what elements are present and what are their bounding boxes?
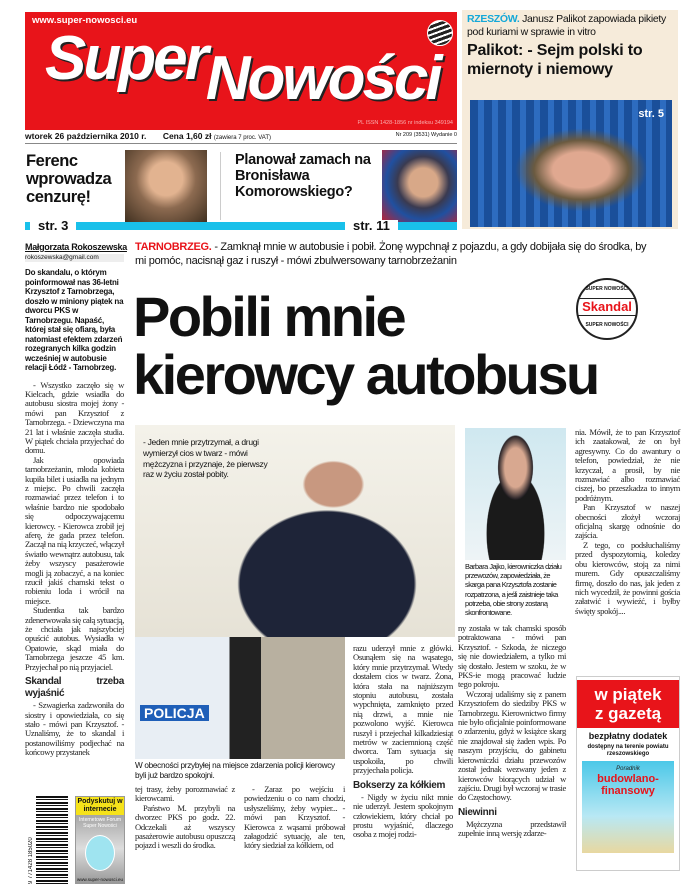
main-headline	[133, 285, 633, 406]
police-label: POLICJA	[140, 705, 209, 721]
divider	[220, 152, 221, 220]
stamp-bottom: SUPER NOWOŚCI	[585, 322, 629, 328]
forum-promo[interactable]	[75, 796, 125, 884]
main-photo	[135, 425, 455, 637]
teaser-ferenc[interactable]	[25, 150, 220, 222]
photo-caption: Barbara Jajko, kierowniczka działu przewozów, zapowiedziała, że skarga pana Krzysztofa zostanie rozpatrzona, a jeśli zaistnieje taka potrzeba, obie strony zostaną skonfrontowane.	[465, 562, 562, 618]
ad-insert: budowlano-finansowy	[597, 773, 659, 797]
kicker: TARNOBRZEG.	[135, 241, 212, 253]
jajko-photo	[465, 428, 566, 560]
mouse-icon	[85, 835, 115, 871]
logo-part2: Nowości	[205, 44, 440, 113]
advertisement[interactable]	[576, 676, 680, 871]
barcode	[30, 796, 68, 884]
teaser-headline: Palikot: - Sejm polski to miernoty i niemowy	[467, 42, 643, 78]
date: wtorek 26 października 2010 r.	[25, 131, 147, 141]
promo-url: www.super-nowosci.eu	[76, 877, 124, 882]
lead: Janusz Palikot zapowiada pikiety pod kuriami w sprawie in vitro	[467, 13, 666, 38]
subheading: Niewinni	[458, 806, 497, 818]
paragraph: - Szwagierka zadzwoniła do siostry i opowiedziała, co się stało - mówi pan Krzysztof. - Uznaliśmy, że to skandal i postanowiliśmy podjechać na końcowy przystanek	[25, 700, 124, 758]
promo-sub: Internetowe Forum Super Nowości	[79, 817, 121, 829]
paragraph: - Nigdy w życiu nikt mnie nie uderzył. Jestem spokojnym człowiekiem, który chciał po prostu wyjaśnić, dlaczego osoba z mojej rodzi-	[353, 791, 453, 840]
article-col-b1	[135, 785, 235, 851]
article-col-d	[458, 624, 566, 839]
ad-line: bezpłatny dodatek	[588, 731, 668, 741]
paragraph: Państwo M. przybyli na dworzec PKS po godz. 22. Odczekali aż wszyscy pasażerowie autobusu opuszczą pojazd i weszli do środka.	[135, 802, 235, 851]
globe-icon	[427, 20, 453, 46]
photo-quote: - Jeden mnie przytrzymał, a drugi wymierzył cios w twarz - mówi mężczyzna i przyznaje, że pierwszy raz w życiu został pobity.	[143, 437, 268, 480]
page-ref[interactable]: str. 3	[30, 220, 76, 231]
paragraph: tej trasy, żeby porozmawiać z kierowcami.	[135, 784, 235, 804]
teaser-palikot[interactable]	[462, 10, 678, 229]
ad-line: w piątek	[594, 685, 662, 704]
ad-line: z gazetą	[594, 704, 662, 723]
ad-line: dostępny na terenie powiatu rzeszowskiego	[587, 744, 669, 757]
article-col-e	[575, 428, 680, 616]
author-email[interactable]: rokoszewska@gmail.com	[25, 254, 124, 262]
date-bar	[25, 131, 457, 144]
paragraph: nia. Mówił, że to pan Krzysztof ich zaatakował, że on był agresywny. Co do awantury o telefon, powiedział, że nie krzyczał, a prosił, by nie rozmawiać albo rozmawiać ciszej, bo przeszkadza to innym podróżnym.	[575, 427, 680, 503]
paragraph: Z tego, co podsłuchaliśmy przed dyspozytornią, koledzy obu kierowców, stoją za nimi murem. Gdy opuszczaliśmy firmę, doszło do nas, jak jeden z nich wycedził, że powinni gościa załatwić i wywieźć, i byłby święty spokój....	[575, 539, 680, 616]
barcode-number: 9 771428 185020	[28, 796, 36, 884]
article-col-c	[353, 644, 453, 840]
article-deck	[135, 240, 655, 268]
photo-caption: W obecności przybyłej na miejsce zdarzenia policji kierowcy byli już bardzo spokojni.	[135, 761, 335, 781]
palikot-photo	[470, 100, 672, 227]
headline-line: Pobili mnie	[133, 285, 405, 348]
price: Cena 1,60 zł	[162, 131, 212, 141]
author: Małgorzata Rokoszewska	[25, 242, 127, 252]
paragraph: razu uderzył mnie z główki. Osunąłem się na wąsatego, który mnie przytrzymał. Wtedy dostałem cios w twarz. Żona, która stała na najniższym stopniu autobusu, została wypchnięta, zamknięto przed nią drzwi, a mnie nie pozwolono wyjść. Kierowca ruszył i przejechał kilkadziesiąt metrów w zaciemnioną część dworca. Tam sytuacja się uspokoiła, po chwili przyjechała policja.	[353, 643, 453, 776]
teaser-bar	[25, 218, 457, 233]
stamp-center: Skandal	[578, 298, 636, 316]
issn: PL ISSN 1428-1856 nr indeksu 349194	[357, 120, 453, 126]
ad-insert: Poradnik	[616, 766, 640, 772]
headline-line: kierowcy autobusu	[133, 343, 598, 406]
masthead	[25, 12, 457, 130]
subheading: Skandal trzeba wyjaśnić	[25, 676, 124, 700]
paragraph: Jak opowiada tarnobrzeżanin, młoda kobieta kupiła bilet i usiadła na jednym z miejsc. Po chwili zaczęła rozmawiać przez telefon i to właśnie bardzo nie spodobało się odpoczywającemu kierowcy. - Kierowca zrobił jej aferę, że gada przez telefon. Zaczął na nią krzyczeć, włączył światło wewnątrz autobusu, tak żeby wszyscy pasażerowie mogli ją zobaczyć, a na koniec rzucił jakiś chamski tekst o robieniu loda i wrócił na miejsce.	[25, 454, 124, 606]
newspaper-logo	[45, 24, 440, 113]
page-ref[interactable]: str. 11	[345, 220, 398, 231]
paragraph: Pan Krzysztof w naszej obecności złożył wczoraj oficjalną skargę odnośnie do zajścia.	[575, 502, 680, 541]
skandal-stamp	[576, 278, 638, 340]
teaser-headline: Planował zamach na Bronisława Komorowskiego?	[235, 152, 371, 200]
paragraph: - Zaraz po wejściu i powiedzeniu o co nam chodzi, usłyszeliśmy, żeby wypier... - mówi pan Krzysztof. - Kierowca z wąsami próbował załagodzić sytuację, ale ten, który siedział za kółkiem, od	[244, 784, 345, 851]
teaser-photo	[125, 150, 207, 222]
police-photo	[135, 637, 345, 759]
page-ref[interactable]: str. 5	[638, 108, 664, 120]
deck-text: - Zamknął mnie w autobusie i pobił. Żonę wypchnął z pojazdu, a gdy dobijała się do środka, by mi pomóc, nacisnął gaz i ruszył - mówi zbulwersowany tarnobrzeżanin	[135, 241, 647, 267]
subheading: Bokserzy za kółkiem	[353, 779, 446, 791]
promo-title: Podyskutuj w internecie	[77, 798, 123, 813]
paragraph: ny została w tak chamski sposób potraktowana - mówi pan Krzysztof. - Szkoda, że niczego się nie dowiedziałem, a tylko mi się dostało. Jestem w szoku, że w PKS-ie mogą pracować ludzie tego pokroju.	[458, 623, 566, 690]
issue-number: Nr 209 (3531) Wydanie 0	[395, 132, 457, 138]
logo-part1: Super	[45, 24, 206, 93]
article-col-left	[25, 381, 124, 758]
teaser-headline: Ferenc wprowadza cenzurę!	[26, 152, 112, 206]
article-intro: Do skandalu, o którym poinformował nas 36-letni Krzysztof z Tarnobrzega, doszło w miniony piątek na dworcu PKS w Tarnobrzegu. Napaść, której stał się ofiarą, była natomiast efektem zdarzeń rozegranych kilka godzin wcześniej w autobusie relacji Łódź - Tarnobrzeg.	[25, 268, 124, 372]
stamp-top: SUPER NOWOŚCI	[585, 286, 629, 292]
kicker: RZESZÓW.	[467, 13, 520, 25]
teaser-photo	[382, 150, 457, 222]
paragraph: - Wszystko zaczęło się w Kielcach, gdzie wsiadła do autobusu siostra mojej żony - mówi pan Krzysztof z Tarnobrzega. - Dziewczyna ma 21 lat i właśnie zaczęła studia. W piątek chciała przyjechać do domu.	[25, 379, 124, 456]
paragraph: Wczoraj udaliśmy się z panem Krzysztofem do siedziby PKS w Tarnobrzegu. Kierownictwo firmy nie było oficjalnie poinformowane o zdarzeniu, gdyż w książce skarg nie znajdował się żaden wpis. Po naszym przyjściu, do gabinetu kierowniczki działu przewozów został jednak wezwany jeden z kierowców biorących udział w zajściu. Drugi był wczoraj w trasie do Częstochowy.	[458, 688, 566, 803]
paragraph: Studentka tak bardzo zdenerwowała się całą sytuacją, że chciała jak najszybciej opuścić autobus. Wysiadła w Opatowie, skąd miała do Tarnobrzega jeszcze 45 km. Przyjechał po nią przyjaciel.	[25, 605, 124, 672]
article-col-b2	[244, 785, 345, 851]
teaser-komorowski[interactable]	[235, 150, 457, 222]
site-url[interactable]: www.super-nowosci.eu	[32, 15, 138, 26]
vat: (zawiera 7 proc. VAT)	[213, 135, 271, 141]
paragraph: Mężczyzna przedstawił zupełnie inną wersję zdarze-	[458, 818, 566, 839]
